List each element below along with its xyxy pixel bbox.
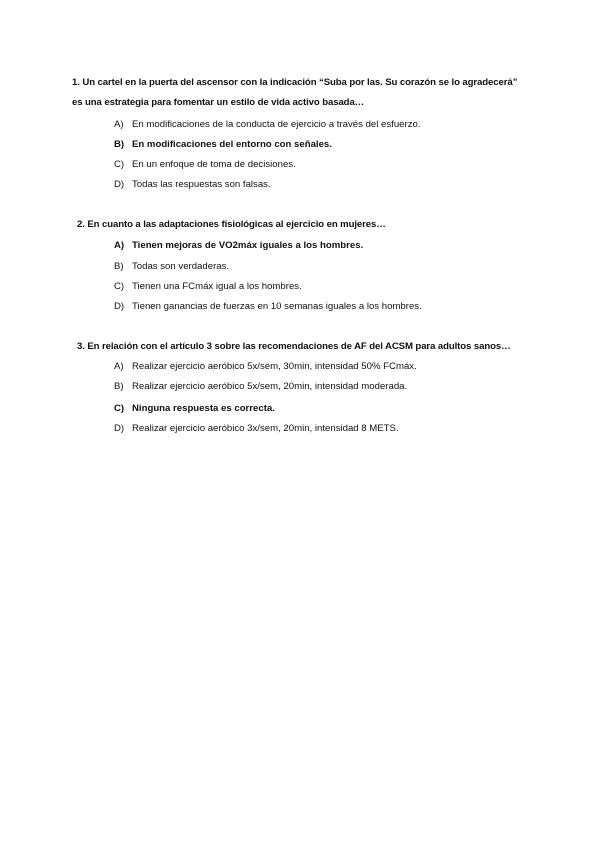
option-text: Tienen una FCmáx igual a los hombres. — [132, 281, 302, 292]
option-letter: C) — [114, 403, 125, 414]
question-2-stem: 2. En cuanto a las adaptaciones fisiológicas al ejercicio en mujeres… — [77, 219, 386, 230]
option-text: Tienen mejoras de VO2máx iguales a los hombres. — [132, 240, 364, 251]
question-1-stem-line-1: 1. Un cartel en la puerta del ascensor con la indicación “Suba por las. Su corazón se lo agradecerá” — [72, 77, 518, 88]
option-text: En modificaciones del entorno con señales. — [132, 139, 332, 150]
option-letter: B) — [114, 261, 124, 272]
option-text: Todas las respuestas son falsas. — [132, 179, 271, 190]
option-text: En modificaciones de la conducta de ejercicio a través del esfuerzo. — [132, 119, 421, 130]
question-3-stem: 3. En relación con el artículo 3 sobre las recomendaciones de AF del ACSM para adultos sanos… — [77, 341, 511, 352]
option-letter: B) — [114, 381, 124, 392]
option-letter: D) — [114, 423, 125, 434]
option-text: En un enfoque de toma de decisiones. — [132, 159, 296, 170]
option-letter: C) — [114, 281, 125, 292]
option-letter: D) — [114, 301, 125, 312]
option-text: Ninguna respuesta es correcta. — [132, 403, 275, 414]
option-letter: A) — [114, 119, 124, 130]
option-letter: A) — [114, 240, 125, 251]
option-letter: B) — [114, 139, 125, 150]
option-letter: C) — [114, 159, 125, 170]
option-text: Realizar ejercicio aeróbico 5x/sem, 30min, intensidad 50% FCmáx. — [132, 361, 417, 372]
option-text: Todas son verdaderas. — [132, 261, 230, 272]
option-text: Realizar ejercicio aeróbico 5x/sem, 20min, intensidad moderada. — [132, 381, 408, 392]
option-letter: A) — [114, 361, 124, 372]
option-text: Tienen ganancias de fuerzas en 10 semanas iguales a los hombres. — [132, 301, 422, 312]
option-text: Realizar ejercicio aeróbico 3x/sem, 20min, intensidad 8 METS. — [132, 423, 399, 434]
question-1-stem-line-2: es una estrategia para fomentar un estilo de vida activo basada… — [72, 97, 365, 108]
option-letter: D) — [114, 179, 125, 190]
